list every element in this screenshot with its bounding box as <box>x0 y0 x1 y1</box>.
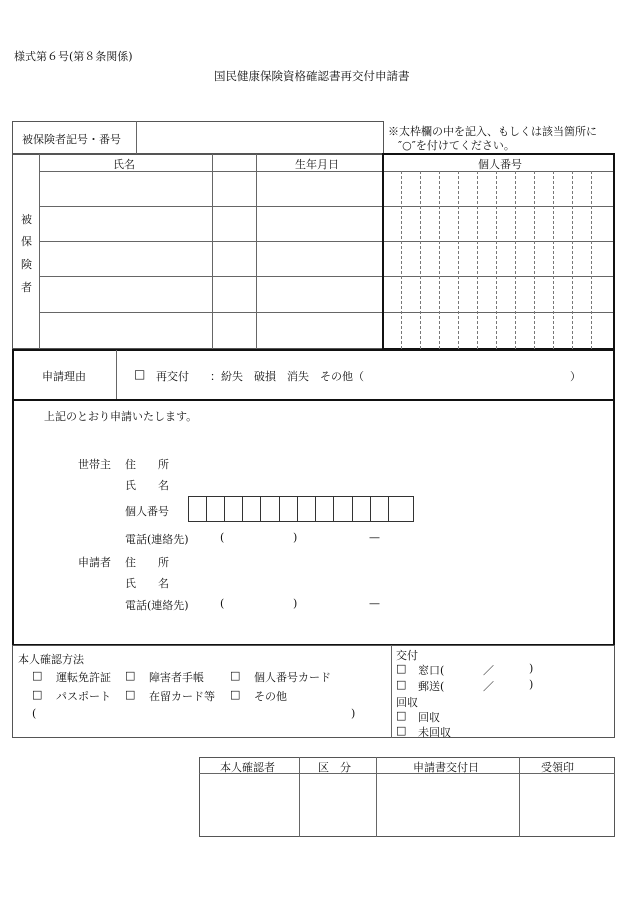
page-title: 国民健康保険資格確認書再交付申請書 <box>214 69 410 83</box>
window-close: ) <box>529 662 534 675</box>
insured-row-4-name[interactable] <box>40 277 211 311</box>
householder-label: 世帯主 <box>78 458 111 471</box>
mynumbercard-label: 個人番号カード <box>254 671 331 684</box>
passport-checkbox[interactable]: □ <box>32 688 43 701</box>
office-col-date: 申請書交付日 <box>413 761 479 774</box>
application-statement: 上記のとおり申請いたします。 <box>44 410 198 423</box>
side-label-2: 保 <box>21 235 32 248</box>
mail-slash: ／ <box>483 680 494 693</box>
passport-label: パスポート <box>56 690 111 703</box>
insured-number-label: 被保険者記号・番号 <box>22 133 121 146</box>
collected-label: 回収 <box>418 711 440 724</box>
mynumbercard-checkbox[interactable]: □ <box>230 669 241 682</box>
identity-title: 本人確認方法 <box>18 653 84 666</box>
applicant-phone-dash: — <box>369 597 380 610</box>
applicant-phone-open: ( <box>220 597 225 610</box>
col-header-name: 氏名 <box>113 158 135 171</box>
side-label-1: 被 <box>21 213 32 226</box>
office-col-category: 区 分 <box>318 761 351 774</box>
window-slash: ／ <box>483 664 494 677</box>
window-label: 窓口( <box>418 664 445 677</box>
applicant-phone-close: ) <box>293 597 298 610</box>
reissue-checkbox[interactable]: □ <box>134 367 146 381</box>
residence-checkbox[interactable]: □ <box>125 688 136 701</box>
mail-close: ) <box>529 678 534 691</box>
householder-mynumber-boxes[interactable] <box>188 496 414 522</box>
applicant-address-label: 住 所 <box>125 556 169 569</box>
not-collected-checkbox[interactable]: □ <box>396 724 407 737</box>
office-col-confirmer: 本人確認者 <box>220 761 275 774</box>
delivery-title: 交付 <box>396 649 418 662</box>
side-label-3: 険 <box>21 258 32 271</box>
side-label-4: 者 <box>21 281 32 294</box>
not-collected-label: 未回収 <box>418 726 451 739</box>
col-header-mynumber: 個人番号 <box>478 158 522 171</box>
applicant-phone-label: 電話(連絡先) <box>125 599 189 612</box>
insured-row-2-name[interactable] <box>40 207 211 240</box>
reissue-label: 再交付 <box>156 370 189 383</box>
insured-row-1-name[interactable] <box>40 172 211 205</box>
householder-name-label: 氏 名 <box>125 479 169 492</box>
collected-checkbox[interactable]: □ <box>396 709 407 722</box>
reason-other-close: ） <box>570 370 581 383</box>
disability-checkbox[interactable]: □ <box>125 669 136 682</box>
insured-row-5-name[interactable] <box>40 313 211 348</box>
householder-phone-close: ) <box>293 531 298 544</box>
householder-address-label: 住 所 <box>125 458 169 471</box>
householder-mynumber-label: 個人番号 <box>125 505 169 518</box>
license-checkbox[interactable]: □ <box>32 669 43 682</box>
disability-label: 障害者手帳 <box>149 671 204 684</box>
identity-other-close: ) <box>351 707 356 720</box>
instruction-note-line1: ※太枠欄の中を記入、もしくは該当箇所に <box>388 125 597 138</box>
window-checkbox[interactable]: □ <box>396 662 407 675</box>
reason-options: ：紛失 破損 消失 その他（ <box>210 370 364 383</box>
other-checkbox[interactable]: □ <box>230 688 241 701</box>
application-box <box>12 399 615 646</box>
insured-row-3-name[interactable] <box>40 242 211 275</box>
identity-other-open: ( <box>32 707 37 720</box>
reason-label: 申請理由 <box>42 370 86 383</box>
collect-title: 回収 <box>396 696 418 709</box>
householder-phone-dash: — <box>369 531 380 544</box>
householder-phone-label: 電話(連絡先) <box>125 533 189 546</box>
mail-label: 郵送( <box>418 680 445 693</box>
applicant-label: 申請者 <box>78 556 111 569</box>
col-header-birthdate: 生年月日 <box>295 158 339 171</box>
office-col-seal: 受領印 <box>541 761 574 774</box>
mail-checkbox[interactable]: □ <box>396 678 407 691</box>
form-number: 様式第６号(第８条関係) <box>14 50 133 63</box>
residence-label: 在留カード等 <box>149 690 215 703</box>
other-label: その他 <box>254 690 287 703</box>
householder-phone-open: ( <box>220 531 225 544</box>
license-label: 運転免許証 <box>56 671 111 684</box>
instruction-note-line2: ″○″を付けてください。 <box>398 139 515 152</box>
mynumber-column <box>382 153 615 350</box>
applicant-name-label: 氏 名 <box>125 577 169 590</box>
